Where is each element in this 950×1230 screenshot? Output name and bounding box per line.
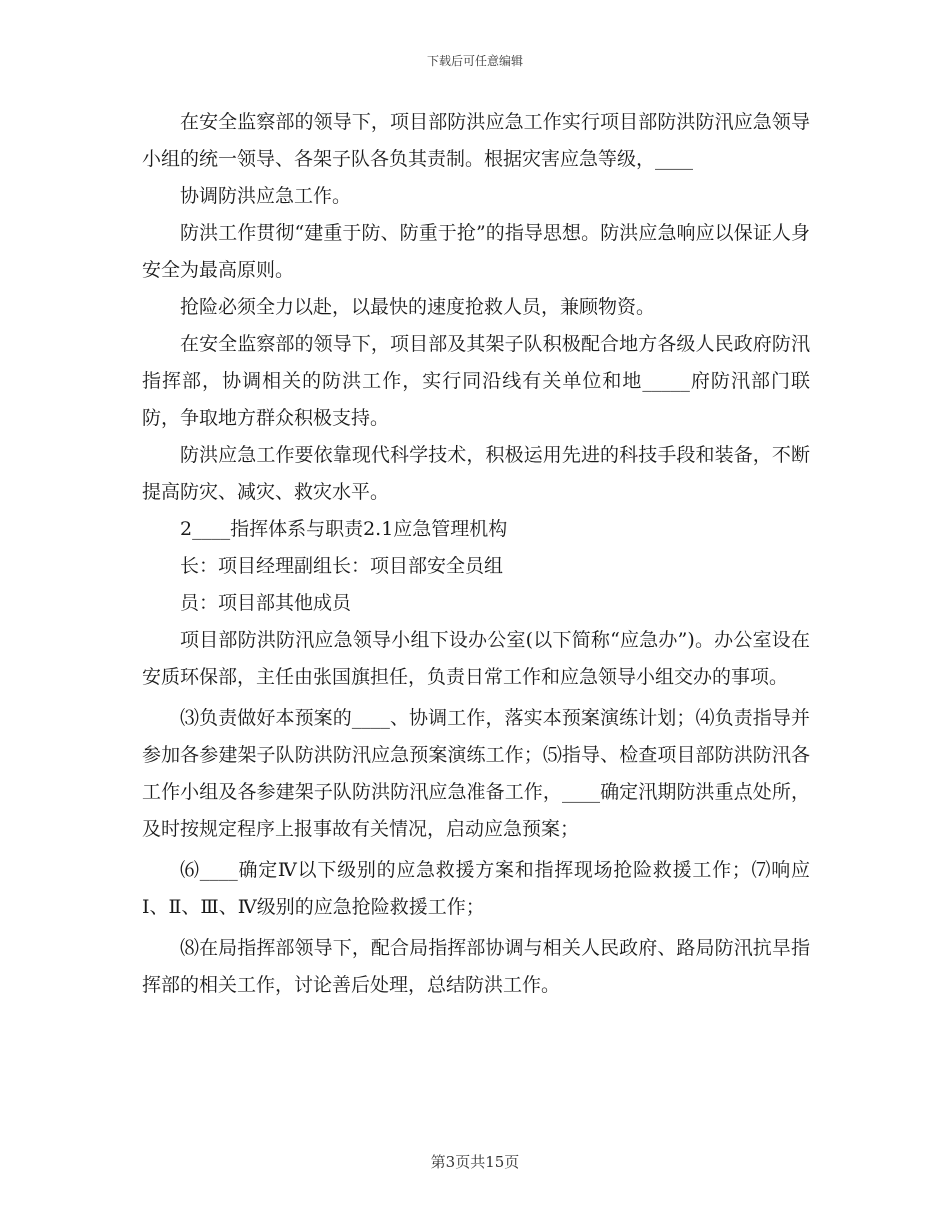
paragraph-5: 在安全监察部的领导下，项目部及其架子队积极配合地方各级人民政府防汛指挥部，协调相关的防洪工作，实行同沿线有关单位和地_____府防汛部门联防，争取地方群众积极支持。 [142,333,810,429]
paragraph-duties-6-7: ⑹____确定Ⅳ以下级别的应急救援方案和指挥现场抢险救援工作；⑺响应Ⅰ、Ⅱ、Ⅲ、Ⅳ级别的应急抢险救援工作； [142,859,810,918]
paragraph-2: 协调防洪应急工作。 [180,185,352,207]
paragraph-4: 抢险必须全力以赴，以最快的速度抢救人员，兼顾物资。 [180,296,656,318]
paragraph-leader: 长：项目经理副组长：项目部安全员组 [180,555,504,577]
page-number: 第3页共15页 [430,1153,520,1171]
paragraph-office: 项目部防洪防汛应急领导小组下设办公室(以下简称“应急办”)。办公室设在安质环保部，主任由张国旗担任，负责日常工作和应急领导小组交办的事项。 [142,629,810,688]
document-body [142,104,810,1004]
paragraph-duties-3-5: ⑶负责做好本预案的____、协调工作，落实本预案演练计划；⑷负责指导并参加各参建架子队防洪防汛应急预案演练工作；⑸指导、检查项目部防洪防汛各工作小组及各参建架子队防洪防汛应急准备工作，____确定汛期防洪重点处所，及时按规定程序上报事故有关情况，启动应急预案； [142,707,810,840]
section-heading: 2____指挥体系与职责2.1应急管理机构 [180,518,508,540]
paragraph-3: 防洪工作贯彻“建重于防、防重于抢”的指导思想。防洪应急响应以保证人身安全为最高原则。 [142,222,810,281]
page-header: 下载后可任意编辑 [426,54,523,68]
paragraph-6: 防洪应急工作要依靠现代科学技术，积极运用先进的科技手段和装备，不断提高防灾、减灾、救灾水平。 [142,444,810,503]
paragraph-members: 员：项目部其他成员 [180,592,352,614]
paragraph-1: 在安全监察部的领导下，项目部防洪应急工作实行项目部防洪防汛应急领导小组的统一领导、各架子队各负其责制。根据灾害应急等级，____ [142,111,810,170]
paragraph-duties-8: ⑻在局指挥部领导下，配合局指挥部协调与相关人民政府、路局防汛抗旱指挥部的相关工作，讨论善后处理，总结防洪工作。 [142,937,810,996]
